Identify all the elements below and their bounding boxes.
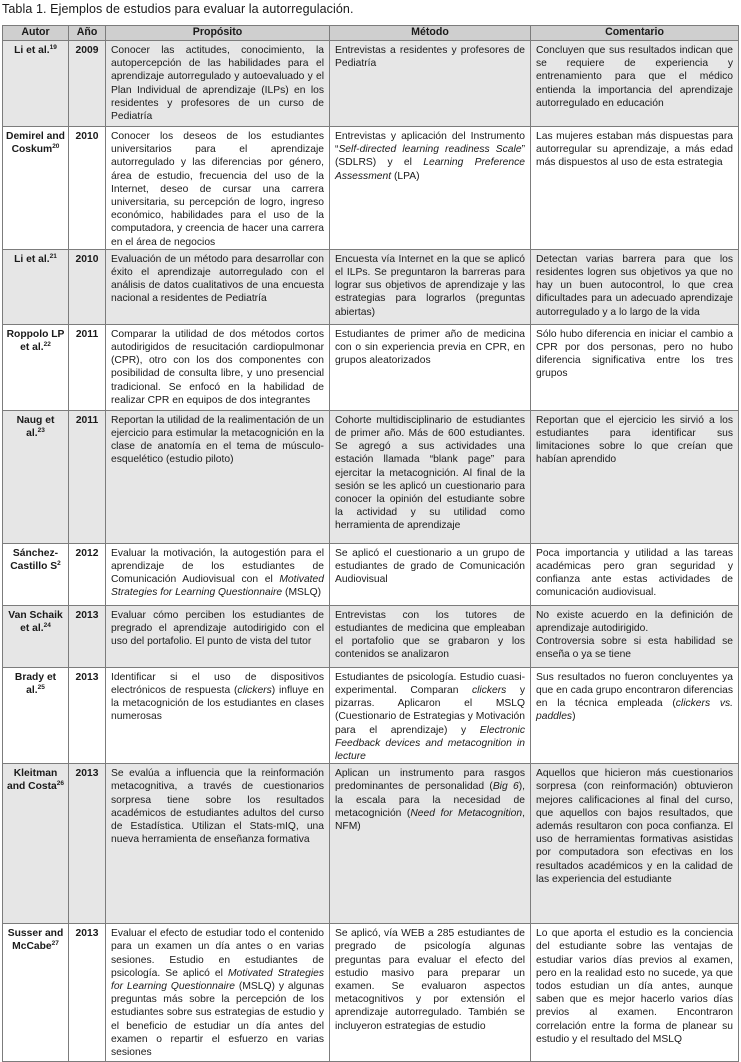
author-name: Brady et al. xyxy=(14,671,57,697)
method-cell: Entrevistas con los tutores de estudiantes de medicina que empleaban el portafolio que se grabaron y los contenidos se analizaron xyxy=(330,605,531,667)
purpose-cell: Se evalúa a influencia que la reinformación metacognitiva, a través de cuestionarios sorpresa tiene sobre los resultados académicos de estudiantes adultos del curso de Estadística. Utilizan el Stats-mIQ, una nueva herramienta de enseñanza formativa xyxy=(106,764,330,924)
table-header-row xyxy=(3,26,739,41)
purpose-cell: Evaluar cómo perciben los estudiantes de pregrado el aprendizaje autodirigido con el uso del portafolio. El punto de vista del tutor xyxy=(106,605,330,667)
purpose-cell: Comparar la utilidad de dos métodos cortos autodirigidos de resucitación cardiopulmonar (CPR), otro con los dos componentes con posibilidad de consulta libre, y uno presencial tradicional. Se enfocó en la habilidad de realizar CPR en equipos de dos integrantes xyxy=(106,324,330,410)
table-row xyxy=(3,924,739,1062)
year-cell: 2012 xyxy=(69,543,106,605)
comment-cell: Concluyen que sus resultados indican que se requiere de experiencia y entrenamiento para que el médico entienda la importancia del aprendizaje autorregulado en educación xyxy=(531,41,739,127)
purpose-cell: Evaluar la motivación, la autogestión para el aprendizaje de los estudiantes de Comunicación Audiovisual con el Motivated Strategies for Learning Questionnaire (MSLQ) xyxy=(106,543,330,605)
comment-cell: Las mujeres estaban más dispuestas para autorregular su aprendizaje, a más edad más dispuestos al uso de esta estrategia xyxy=(531,127,739,250)
table-row xyxy=(3,667,739,763)
comment-cell: Detectan varias barrera para que los residentes logren sus objetivos ya que no hay un buen autocontrol, lo que crea dificultades para un adecuado aprendizaje autorregulado y a lo largo de la vida xyxy=(531,249,739,324)
purpose-cell: Evaluar el efecto de estudiar todo el contenido para un examen un día antes o en varias sesiones. Estudio en estudiantes de psicología. Se aplicó el Motivated Strategies for Learning Questionnaire (MSLQ) y algunas preguntas más sobre la percepción de los estudiantes sobre sus estrategias de estudio y el beneficio de estudiar un día antes del examen o repartir el esfuerzo en varias sesiones xyxy=(106,924,330,1062)
purpose-cell: Reportan la utilidad de la realimentación de un ejercicio para estimular la metacognición en la clase de anatomía en el tema de músculo-esquelético (estudio piloto) xyxy=(106,410,330,543)
author-cell xyxy=(3,764,69,924)
year-cell: 2010 xyxy=(69,249,106,324)
comment-cell: Poca importancia y utilidad a las tareas académicas pero gran seguridad y confianza ante estas actividades de comunicación audiovisual. xyxy=(531,543,739,605)
table-row xyxy=(3,127,739,250)
reference-number: 20 xyxy=(52,143,60,151)
author-name: Susser and McCabe xyxy=(7,928,64,953)
year-cell: 2013 xyxy=(69,667,106,763)
method-cell: Estudiantes de psicología. Estudio cuasi-experimental. Comparan clickers y pizarras. Aplicaron el MSLQ (Cuestionario de Estrategias y Motivación para el aprendizaje) y Electronic Feedback devices and metacognition in lecture xyxy=(330,667,531,763)
author-cell xyxy=(3,667,69,763)
author-cell xyxy=(3,605,69,667)
reference-number: 24 xyxy=(43,622,51,630)
reference-number: 26 xyxy=(56,780,64,788)
header-year: Año xyxy=(69,26,106,41)
header-comment: Comentario xyxy=(531,26,739,41)
year-cell: 2010 xyxy=(69,127,106,250)
reference-number: 22 xyxy=(43,341,51,349)
reference-number: 2 xyxy=(57,560,61,568)
method-cell: Cohorte multidisciplinario de estudiantes de primer año. Más de 600 estudiantes. Se agregó a sus actividades una estación llamada “blank page” para ejercitar la metacognición. Al final de la sesión se les aplicó un cuestionario para conocer la opinión del estudiante sobre la actividad y su utilidad como herramienta de aprendizaje xyxy=(330,410,531,543)
purpose-cell: Conocer las actitudes, conocimiento, la autopercepción de las habilidades para el aprendizaje autorregulado y autoevaluado y el Plan Individual de aprendizaje (ILPs) en los residentes y profesores de un curso de Pediatría xyxy=(106,41,330,127)
method-cell: Aplican un instrumento para rasgos predominantes de personalidad (Big 6), la escala para la necesidad de metacognición (Need for Metacognition, NFM) xyxy=(330,764,531,924)
author-name: Li et al. xyxy=(14,45,50,56)
author-name: Naug et al. xyxy=(16,414,55,440)
author-name: Roppolo LP et al. xyxy=(6,328,65,354)
table-row xyxy=(3,543,739,605)
studies-table xyxy=(2,25,739,1062)
method-cell: Se aplicó el cuestionario a un grupo de estudiantes de grado de Comunicación Audiovisual xyxy=(330,543,531,605)
header-purpose: Propósito xyxy=(106,26,330,41)
comment-cell: Sólo hubo diferencia en iniciar el cambio a CPR por dos personas, pero no hubo diferencia significativa entre los tres grupos xyxy=(531,324,739,410)
year-cell: 2011 xyxy=(69,324,106,410)
table-row xyxy=(3,249,739,324)
header-method: Método xyxy=(330,26,531,41)
method-cell: Entrevistas a residentes y profesores de Pediatría xyxy=(330,41,531,127)
purpose-cell: Conocer los deseos de los estudiantes universitarios para el aprendizaje autorregulado y las diferencias por género, área de estudio, frecuencia del uso de la Internet, deseo de cursar una carrera universitaria, su percepción de logro, ingreso económico, habilidades para el uso de la computadora, y creencia de hacer una carrera en el área de negocios xyxy=(106,127,330,250)
table-row xyxy=(3,41,739,127)
reference-number: 21 xyxy=(49,252,57,260)
author-cell xyxy=(3,249,69,324)
author-name: Kleitman and Costa xyxy=(6,768,58,793)
purpose-cell: Identificar si el uso de dispositivos electrónicos de respuesta (clickers) influye en la metacognición de los estudiantes en clases numerosas xyxy=(106,667,330,763)
table-caption: Tabla 1. Ejemplos de estudios para evaluar la autorregulación. xyxy=(2,2,354,16)
author-cell xyxy=(3,924,69,1062)
reference-number: 27 xyxy=(51,940,59,948)
author-name: Sánchez-Castillo S xyxy=(10,547,59,573)
author-cell xyxy=(3,410,69,543)
table-row xyxy=(3,605,739,667)
author-cell xyxy=(3,324,69,410)
comment-cell: No existe acuerdo en la definición de aprendizaje autodirigido. Controversia sobre si esta habilidad se enseña o ya se tiene xyxy=(531,605,739,667)
year-cell: 2013 xyxy=(69,764,106,924)
author-name: Van Schaik et al. xyxy=(8,609,63,635)
method-cell: Estudiantes de primer año de medicina con o sin experiencia previa en CPR, en grupos aleatorizados xyxy=(330,324,531,410)
method-cell: Encuesta vía Internet en la que se aplicó el ILPs. Se preguntaron la barreras para lograr sus objetivos de aprendizaje y las estrategias para lograrlos (preguntas abiertas) xyxy=(330,249,531,324)
comment-cell: Sus resultados no fueron concluyentes ya que en cada grupo encontraron diferencias en la técnica empleada (clickers vs. paddles) xyxy=(531,667,739,763)
author-cell xyxy=(3,41,69,127)
author-cell xyxy=(3,127,69,250)
comment-cell: Lo que aporta el estudio es la conciencia del estudiante sobre las ventajas de estudiar varios días previos al examen, pero en la realidad esto no sucede, ya que todos estudian un día antes, aunque saben que es mejor hacerlo varios días previos al examen. Encontraron correlación entre la forma de planear su estudio y el resultado del MSLQ xyxy=(531,924,739,1062)
year-cell: 2013 xyxy=(69,605,106,667)
purpose-cell: Evaluación de un método para desarrollar con éxito el aprendizaje autorregulado con el análisis de datos cualitativos de una encuesta nacional a residentes de Pediatría xyxy=(106,249,330,324)
table-row xyxy=(3,410,739,543)
author-cell xyxy=(3,543,69,605)
year-cell: 2011 xyxy=(69,410,106,543)
reference-number: 25 xyxy=(37,684,45,692)
year-cell: 2009 xyxy=(69,41,106,127)
author-name: Demirel and Coskum xyxy=(6,131,65,156)
comment-cell: Aquellos que hicieron más cuestionarios sorpresa (con reinformación) obtuvieron mejores calificaciones al final del curso, que aquellos con bajos resultados, que además resultaron con poca confianza. El uso de herramientas formativas asistidas por computadora son efectivas en los resultados académicos y en la calidad de las experiencia del estudiante xyxy=(531,764,739,924)
header-author: Autor xyxy=(3,26,69,41)
reference-number: 19 xyxy=(49,44,57,51)
table-row xyxy=(3,324,739,410)
year-cell: 2013 xyxy=(69,924,106,1062)
method-cell: Entrevistas y aplicación del Instrumento “Self-directed learning readiness Scale” (SDLRS) y el Learning Preference Assessment (LPA) xyxy=(330,127,531,250)
comment-cell: Reportan que el ejercicio les sirvió a los estudiantes para identificar sus limitaciones sobre lo que creían que habían aprendido xyxy=(531,410,739,543)
method-cell: Se aplicó, vía WEB a 285 estudiantes de pregrado de psicología algunas preguntas para evaluar el efecto del estudio masivo para preparar un examen. Se evaluaron aspectos metacognitivos y por extensión el aprendizaje autorregulado. También se incluyeron estrategias de estudio xyxy=(330,924,531,1062)
author-name: Li et al. xyxy=(14,253,50,265)
reference-number: 23 xyxy=(37,427,45,435)
table-row xyxy=(3,764,739,924)
